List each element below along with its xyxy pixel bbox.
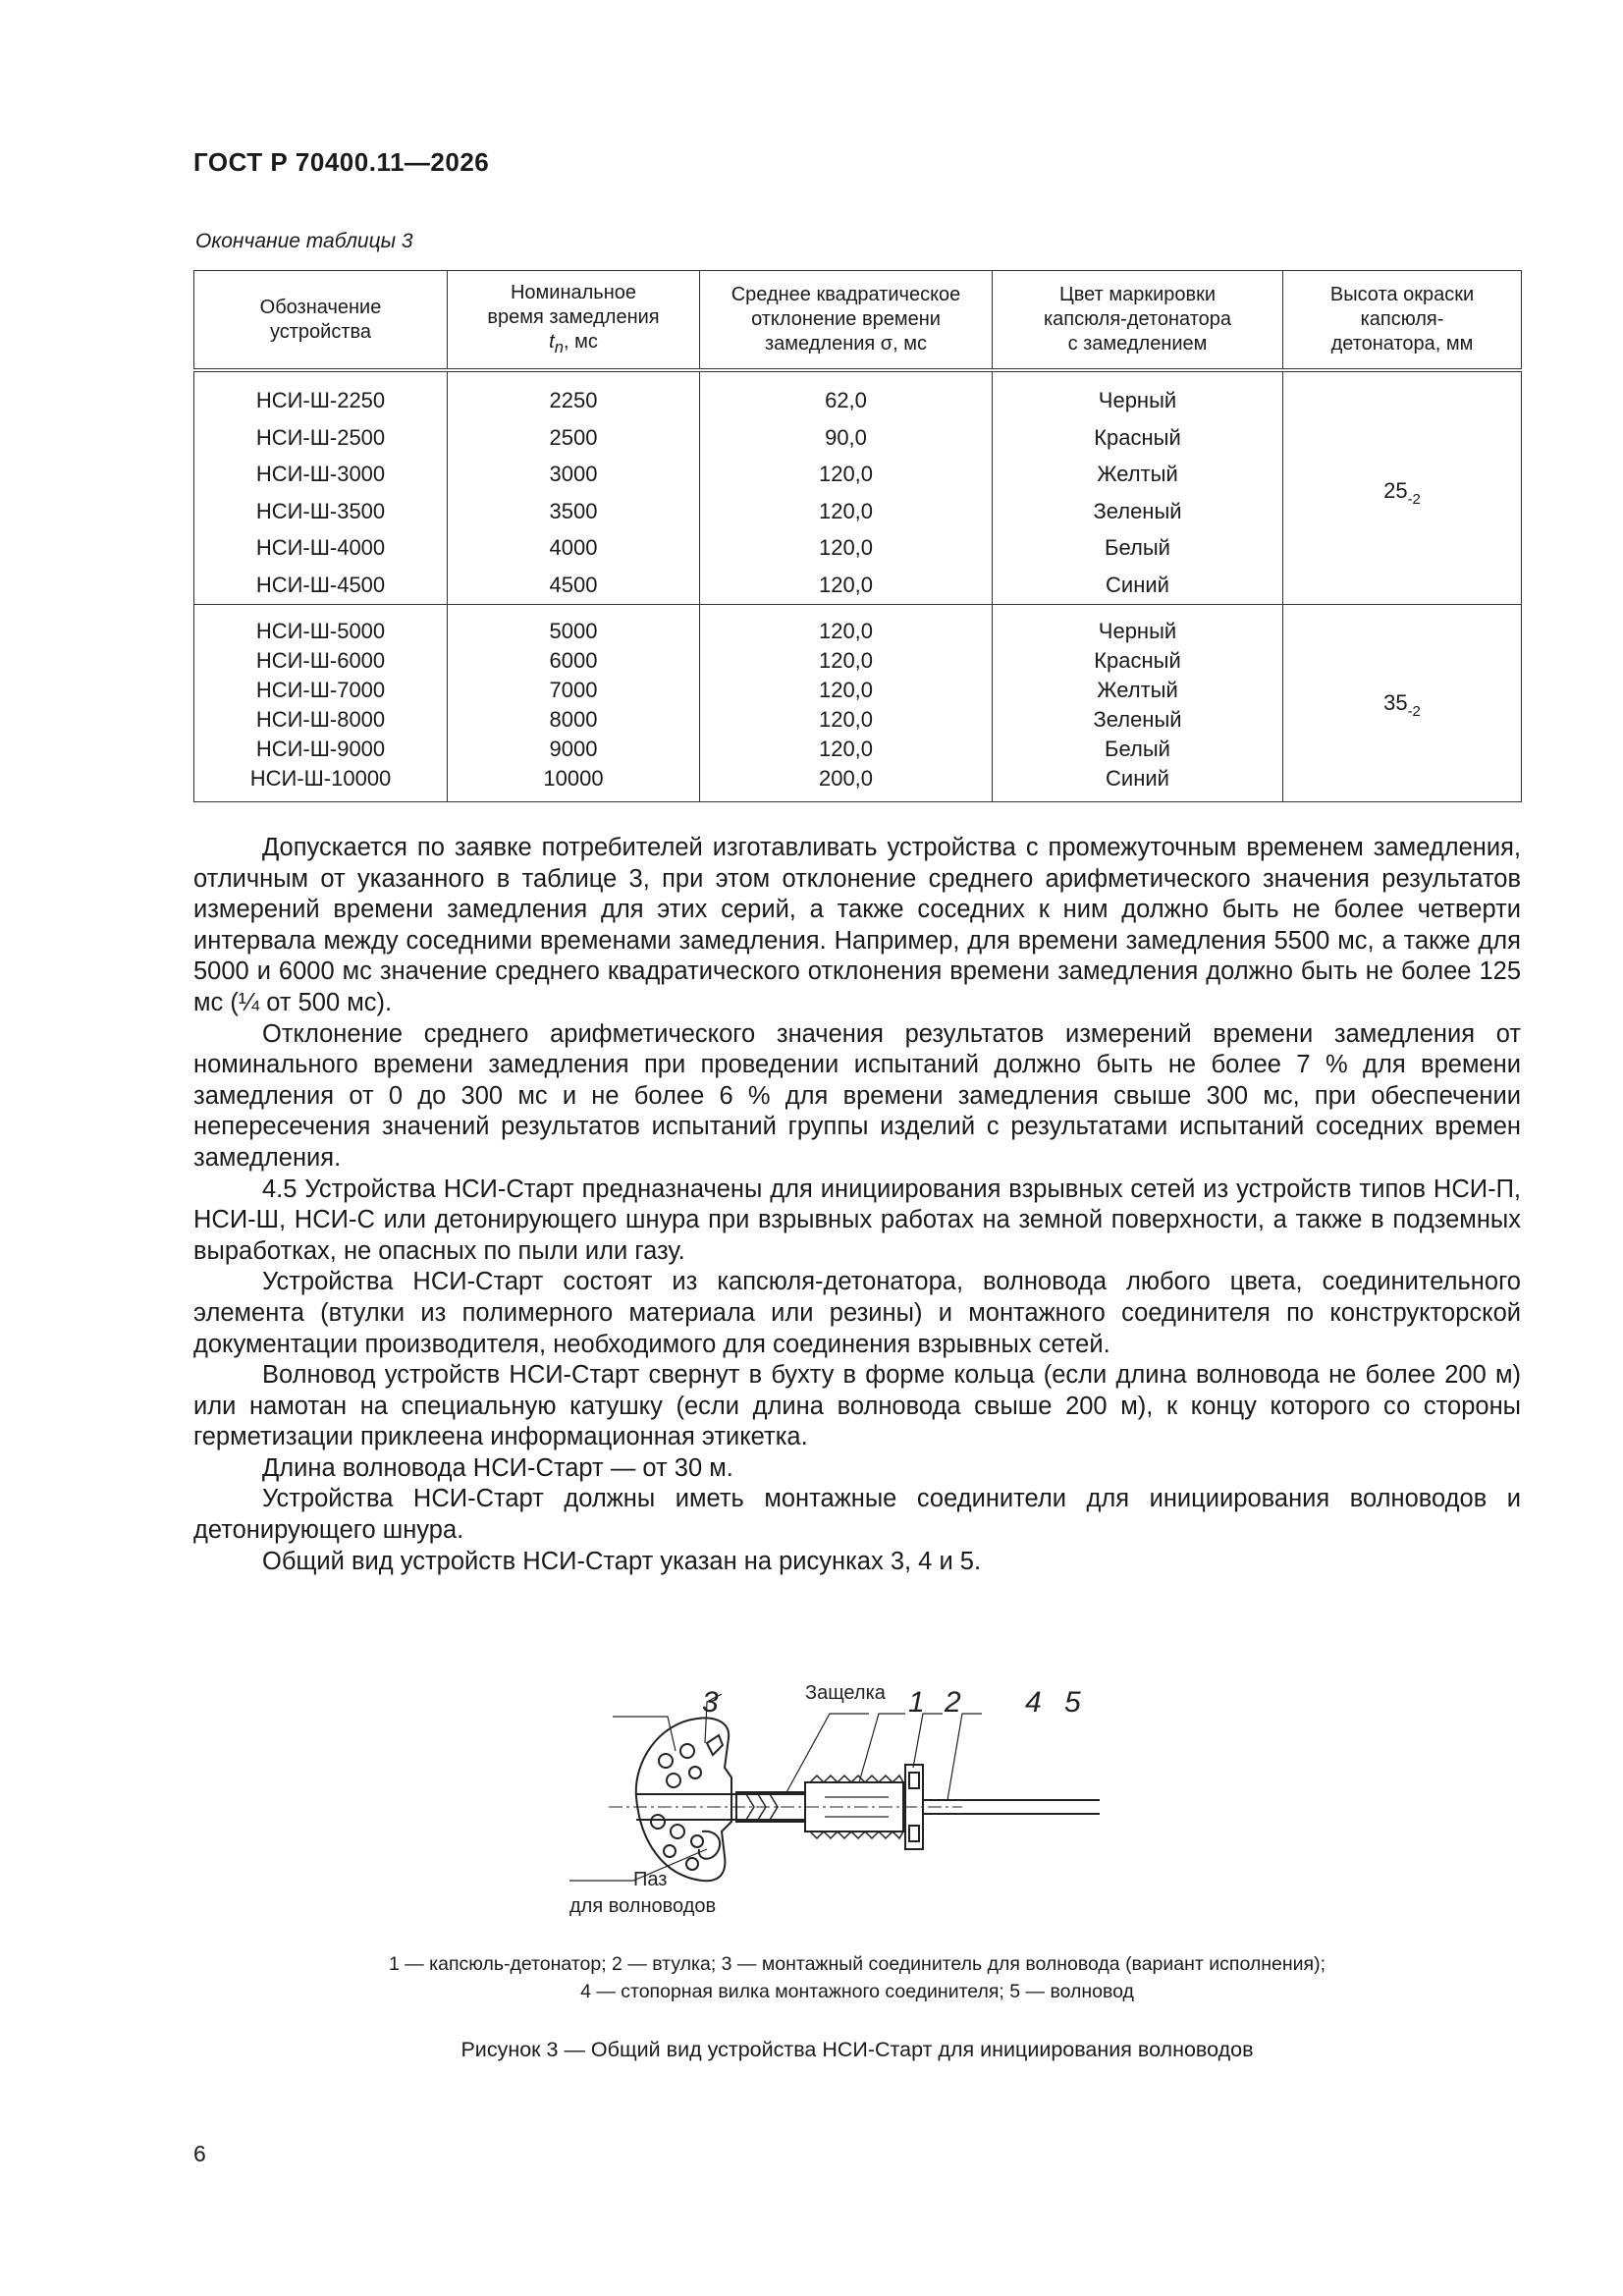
table-cell: 4000 bbox=[549, 535, 598, 560]
group2-sigma-col bbox=[700, 605, 993, 802]
table-cell: 120,0 bbox=[818, 498, 874, 523]
legend-line-2: 4 — стопорная вилка монтажного соединителя; 5 — волновод bbox=[580, 1981, 1134, 2002]
table-cell: Красный bbox=[1094, 424, 1181, 450]
label-3: 3 bbox=[702, 1686, 719, 1719]
header-paint-height: Высота окраски капсюля- детонатора, мм bbox=[1283, 271, 1522, 371]
table-cell: 2250 bbox=[549, 388, 598, 412]
table-cell: 90,0 bbox=[825, 424, 867, 450]
group2-color-col bbox=[993, 605, 1283, 802]
paragraph: Устройства НСИ-Старт должны иметь монтажные соединители для инициирования волноводов и детонирующего шнура. bbox=[193, 1485, 1521, 1545]
document-header: ГОСТ Р 70400.11—2026 bbox=[193, 147, 490, 177]
paragraph: Допускается по заявке потребителей изготавливать устройства с промежуточным временем замедления, отличным от указанного в таблице 3, при этом отклонение среднего арифметического значения результатов измерений времени замедления для этих серий, а также соседних к ним должно быть не более четверти интервала между соседними временами замедления. Например, для времени замедления 5500 мс, а также для 5000 и 6000 мс значение среднего квадратического отклонения времени замедления должно быть не более 125 мс (¼ от 500 мс). bbox=[193, 834, 1521, 1016]
label-latch: Защелка bbox=[805, 1684, 886, 1704]
table-cell: 120,0 bbox=[818, 678, 874, 702]
table-cell: 2500 bbox=[549, 424, 598, 450]
table-cell: 120,0 bbox=[818, 462, 874, 486]
table-cell: 4500 bbox=[549, 572, 598, 597]
table-cell: 200,0 bbox=[818, 766, 874, 791]
figure-legend bbox=[193, 1950, 1521, 2005]
delay-table bbox=[193, 270, 1522, 802]
paragraph: Отклонение среднего арифметического значения результатов измерений времени замедления от номинального времени замедления при проведении испытаний должно быть не более 7 % для времени замедления от 0 до 300 мс и не более 6 % для времени замедления свыше 300 мс, при обеспечении непересечения значений результатов испытаний группы изделий с результатами испытаний соседних времен замедления. bbox=[193, 1019, 1521, 1172]
table-cell: 8000 bbox=[549, 707, 598, 732]
table-caption: Окончание таблицы 3 bbox=[195, 230, 413, 252]
table-cell: НСИ-Ш-3500 bbox=[255, 498, 386, 523]
paragraph: Общий вид устройств НСИ-Старт указан на рисунках 3, 4 и 5. bbox=[262, 1547, 982, 1575]
table-group-1 bbox=[194, 370, 1522, 605]
group2-device-col bbox=[194, 605, 448, 802]
label-groove-2: для волноводов bbox=[569, 1895, 717, 1917]
paragraph: 4.5 Устройства НСИ-Старт предназначены для инициирования взрывных сетей из устройств типов НСИ-П, НСИ-Ш, НСИ-С или детонирующего шнура при взрывных работах на земной поверхности, а также в подземных выработках, не опасных по пыли или газу. bbox=[193, 1175, 1521, 1265]
group1-color-col bbox=[993, 370, 1283, 605]
table-cell: Желтый bbox=[1097, 462, 1178, 486]
table-cell: 120,0 bbox=[818, 619, 874, 643]
table-cell: 7000 bbox=[549, 678, 598, 702]
table-cell: НСИ-Ш-2250 bbox=[255, 388, 386, 412]
group1-time-col bbox=[448, 370, 700, 605]
label-4: 4 bbox=[1025, 1686, 1042, 1719]
header-device: Обозначение устройства bbox=[194, 271, 448, 371]
table-cell: Белый bbox=[1105, 535, 1170, 560]
table-cell: НСИ-Ш-6000 bbox=[255, 648, 386, 673]
table-group-2 bbox=[194, 605, 1522, 802]
table-cell: 6000 bbox=[549, 648, 598, 673]
table-cell: НСИ-Ш-3000 bbox=[255, 462, 386, 486]
group2-time-col bbox=[448, 605, 700, 802]
table-cell: Черный bbox=[1098, 388, 1177, 412]
table-cell: НСИ-Ш-4000 bbox=[255, 535, 386, 560]
table-cell: Белый bbox=[1105, 737, 1170, 761]
table-cell: Синий bbox=[1106, 572, 1169, 597]
device-drawing bbox=[550, 1684, 1159, 1920]
table-cell: 120,0 bbox=[818, 535, 874, 560]
header-sigma: Среднее квадратическое отклонение времени замедления σ, мс bbox=[700, 271, 993, 371]
table-cell: 3500 bbox=[549, 498, 598, 523]
table-cell: 120,0 bbox=[818, 707, 874, 732]
label-5: 5 bbox=[1064, 1686, 1081, 1719]
group2-height-cell: $35_{-2}$ bbox=[1283, 605, 1522, 802]
paragraph: Волновод устройств НСИ-Старт свернут в бухту в форме кольца (если длина волновода не более 200 м) или намотан на специальную катушку (если длина волновода свыше 200 м), к концу которого со стороны герметизации приклеена информационная этикетка. bbox=[193, 1361, 1521, 1451]
table-cell: Зеленый bbox=[1093, 498, 1182, 523]
paragraph: Длина волновода НСИ-Старт — от 30 м. bbox=[262, 1453, 733, 1482]
table-cell: 120,0 bbox=[818, 648, 874, 673]
connector-body bbox=[636, 1718, 731, 1881]
label-1: 1 bbox=[908, 1686, 925, 1719]
table-cell: НСИ-Ш-7000 bbox=[255, 678, 386, 702]
table-cell: 120,0 bbox=[818, 572, 874, 597]
page-number: 6 bbox=[193, 2141, 206, 2166]
table-cell: НСИ-Ш-9000 bbox=[255, 737, 386, 761]
table-cell: 9000 bbox=[549, 737, 598, 761]
table-cell: НСИ-Ш-10000 bbox=[249, 766, 392, 791]
table-cell: Красный bbox=[1094, 648, 1181, 673]
header-nominal-time: Номинальное время замедления $t_n$, мс bbox=[448, 271, 700, 371]
legend-line-1: 1 — капсюль-детонатор; 2 — втулка; 3 — монтажный соединитель для волновода (вариант исполнения); bbox=[388, 1953, 1325, 1975]
table-cell: Синий bbox=[1106, 766, 1169, 791]
header-marking-color: Цвет маркировки капсюля-детонатора с замедлением bbox=[993, 271, 1283, 371]
table-cell: НСИ-Ш-4500 bbox=[255, 572, 386, 597]
table-cell: 120,0 bbox=[818, 737, 874, 761]
group1-sigma-col bbox=[700, 370, 993, 605]
table-cell: 10000 bbox=[543, 766, 604, 791]
group1-device-col bbox=[194, 370, 448, 605]
table-cell: 3000 bbox=[549, 462, 598, 486]
figure-title: Рисунок 3 — Общий вид устройства НСИ-Старт для инициирования волноводов bbox=[460, 2038, 1254, 2061]
body-text bbox=[193, 833, 1521, 1577]
table-cell: НСИ-Ш-5000 bbox=[255, 619, 386, 643]
table-cell: Черный bbox=[1098, 619, 1177, 643]
table-cell: Желтый bbox=[1097, 678, 1178, 702]
label-2: 2 bbox=[945, 1686, 961, 1719]
label-groove-1: Паз bbox=[633, 1869, 668, 1890]
table-cell: 62,0 bbox=[825, 388, 867, 412]
table-cell: НСИ-Ш-2500 bbox=[255, 424, 386, 450]
paragraph: Устройства НСИ-Старт состоят из капсюля-детонатора, волновода любого цвета, соединительного элемента (втулки из полимерного материала или резины) и монтажного соединителя по конструкторской документации производителя, необходимого для соединения взрывных сетей. bbox=[193, 1268, 1521, 1358]
table-cell: НСИ-Ш-8000 bbox=[255, 707, 386, 732]
table-cell: Зеленый bbox=[1093, 707, 1182, 732]
table-header-row bbox=[194, 271, 1522, 371]
group1-height-cell: $25_{-2}$ bbox=[1283, 370, 1522, 605]
table-cell: 5000 bbox=[549, 619, 598, 643]
latch bbox=[707, 1735, 723, 1755]
